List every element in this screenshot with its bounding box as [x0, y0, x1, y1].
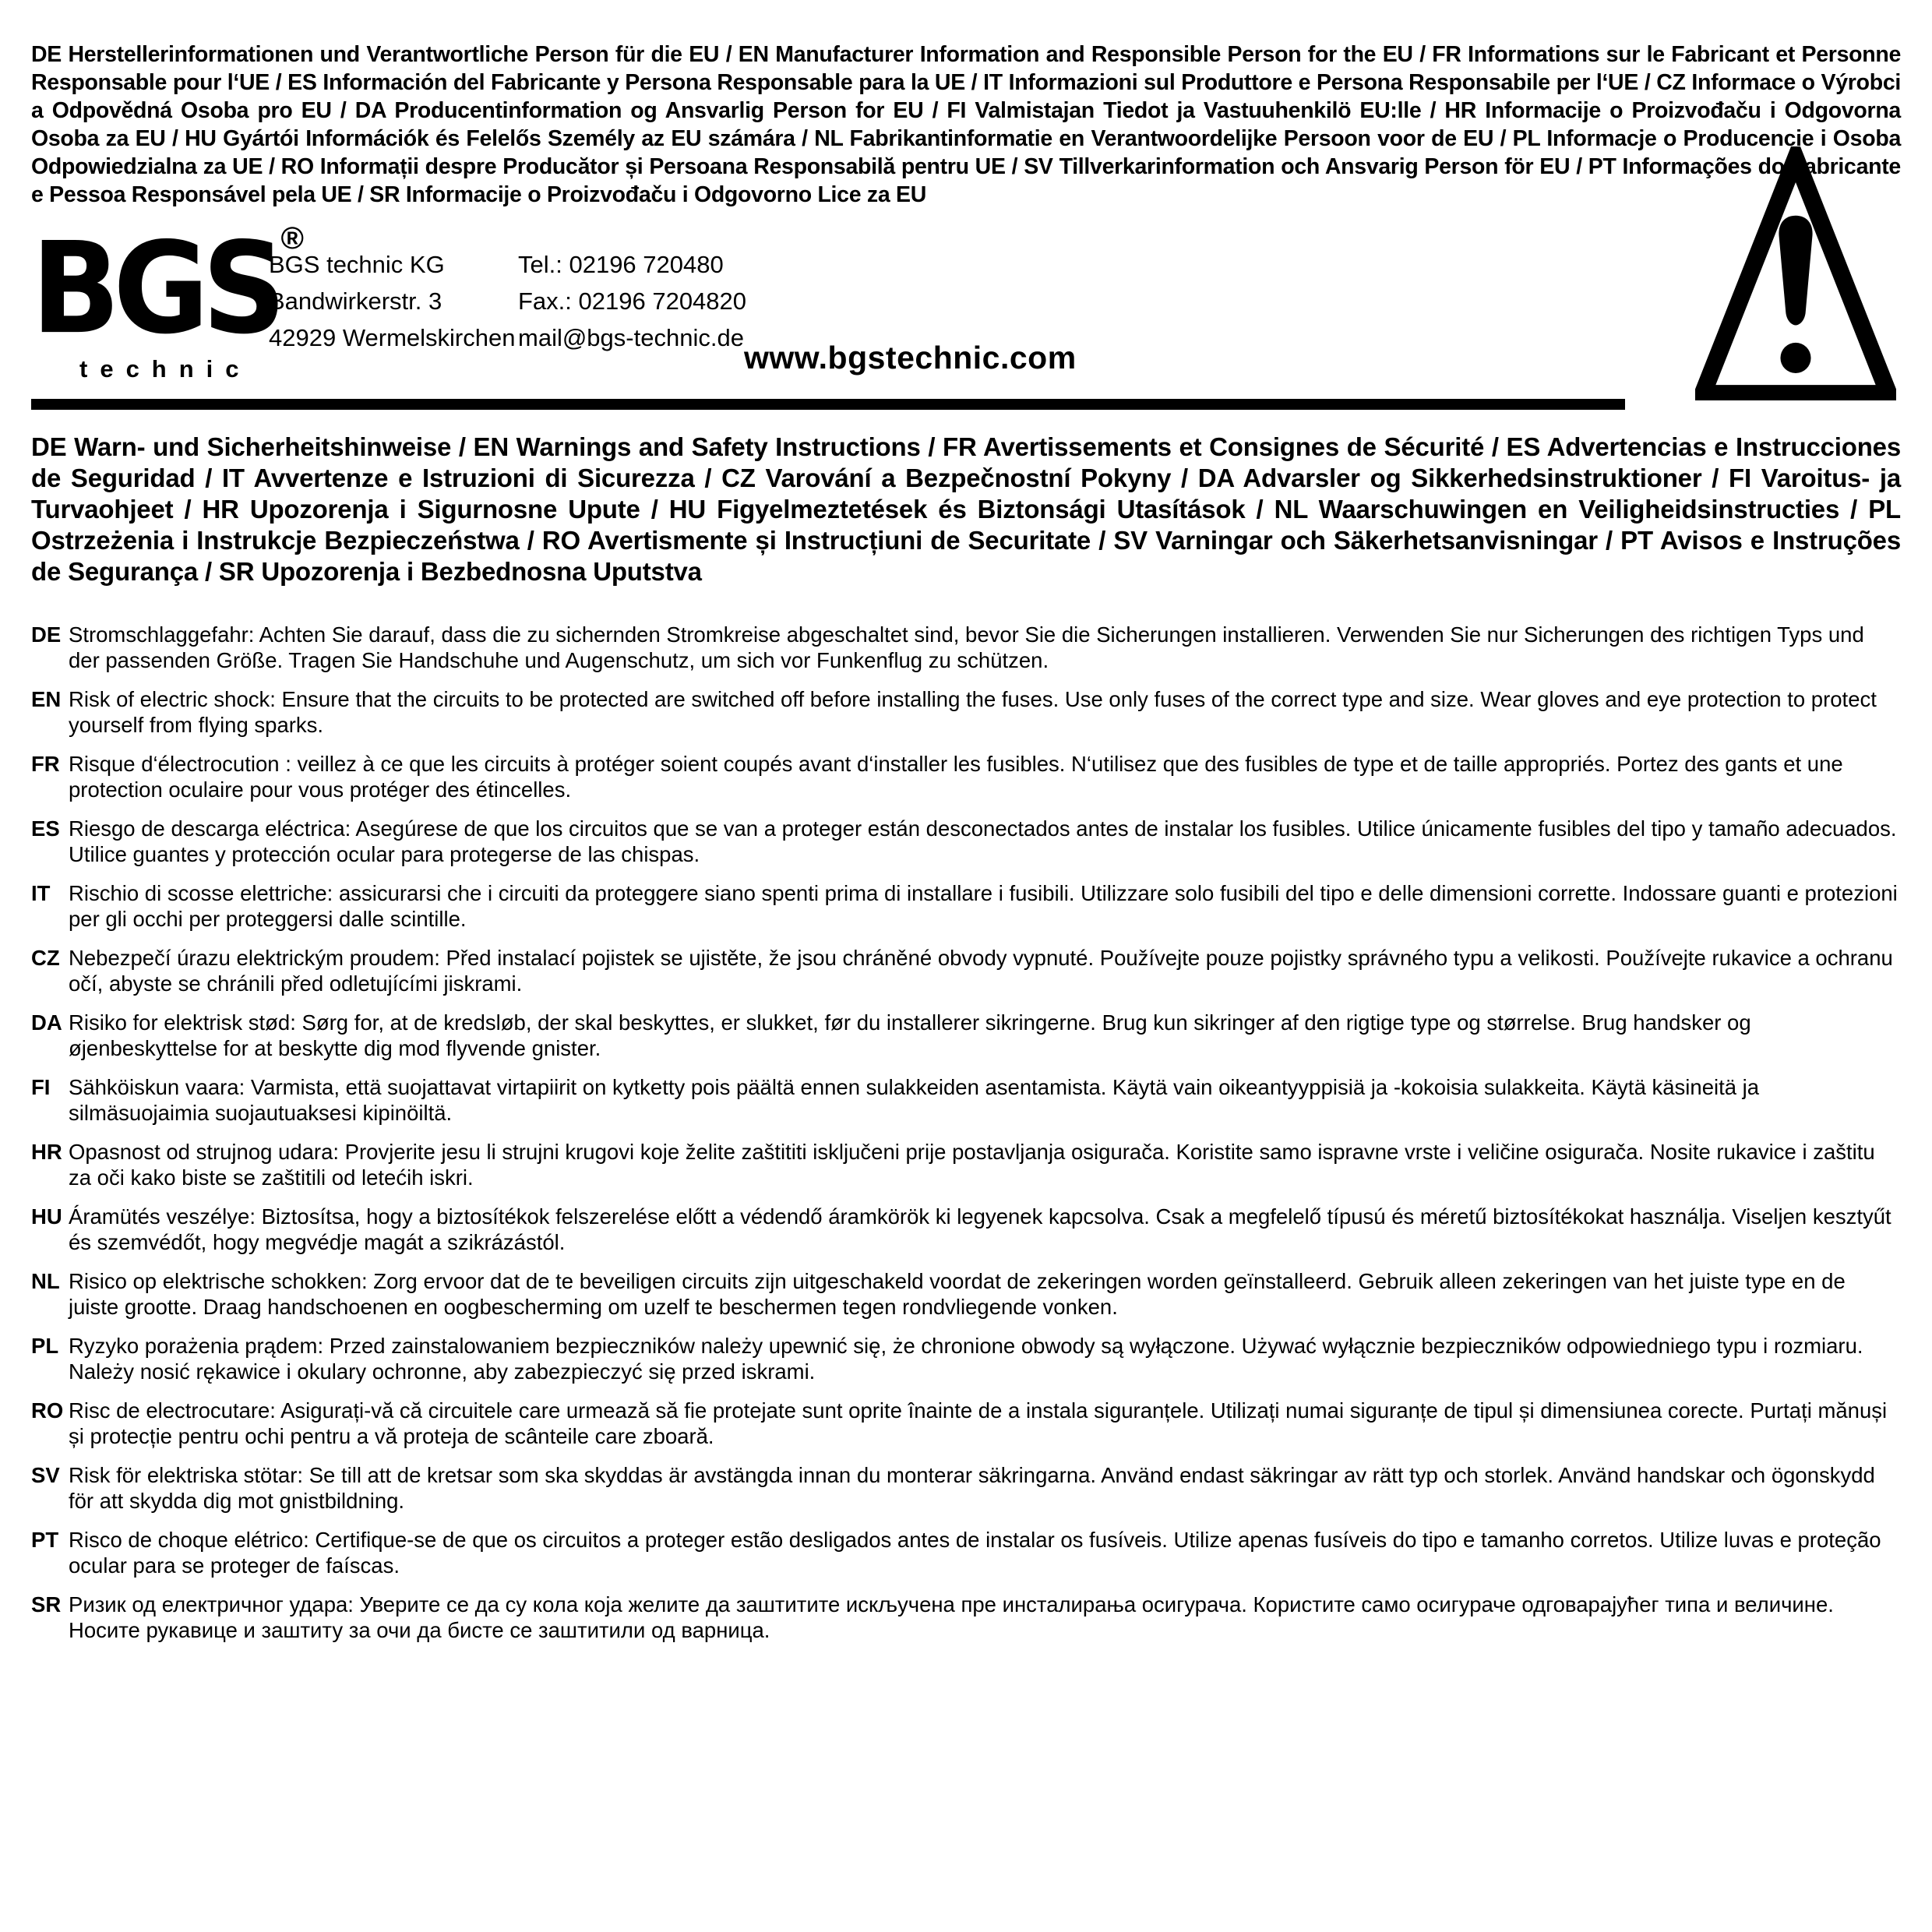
safety-row [31, 1204, 1901, 1255]
safety-row [31, 751, 1901, 802]
safety-instructions-list [31, 622, 1901, 1643]
safety-row [31, 1074, 1901, 1126]
safety-row-text: Áramütés veszélye: Biztosítsa, hogy a biztosítékok felszerelése előtt a védendő áramkörök ki legyenek kapcsolva. Csak a megfelelő típusú és méretű biztosítékokat használja. Viseljen kesztyűt és szemvédőt, hogy megvédje magát a szikrázástól. [69, 1204, 1891, 1254]
safety-row-text: Risk för elektriska stötar: Se till att de kretsar som ska skyddas är avstängda innan du monterar säkringarna. Använd endast säkringar av rätt typ och storlek. Använd handskar och ögonskydd för att skydda dig mot gnistbildning. [69, 1463, 1875, 1513]
safety-row-text: Stromschlaggefahr: Achten Sie darauf, dass die zu sichernden Stromkreise abgeschaltet sind, bevor Sie die Sicherungen installieren. Verwenden Sie nur Sicherungen des richtigen Typs und der passenden Größe. Tragen Sie Handschuhe und Augenschutz, um sich vor Funkenflug zu schützen. [69, 622, 1864, 672]
safety-row-language-code: EN [31, 687, 62, 711]
company-contact-block [518, 246, 746, 356]
safety-row-text: Opasnost od strujnog udara: Provjerite jesu li strujni krugovi koje želite zaštititi isključeni prije postavljanja osigurača. Koristite samo ispravne vrste i veličine osigurača. Nosite rukavice i zaštitu za oči kako biste se zaštitili od letećih iskri. [69, 1140, 1875, 1190]
registered-trademark-icon: ® [280, 221, 304, 256]
safety-row-language-code: PL [31, 1334, 59, 1358]
safety-row-language-code: FI [31, 1075, 51, 1099]
safety-row [31, 880, 1901, 932]
bgs-logo-subtext: technic [79, 355, 252, 383]
safety-row-text: Rischio di scosse elettriche: assicurarsi che i circuiti da proteggere siano spenti prima di installare i fusibili. Utilizzare solo fusibili del tipo e delle dimensioni corrette. Indossare guanti e protezioni per gli occhi per proteggersi dalle scintille. [69, 881, 1898, 931]
safety-row-text: Ризик од електричног удара: Уверите се да су кола која желите да заштитите искључена пре инсталирања осигурача. Користите само осигураче одговарајућег типа и величине. Носите рукавице и заштиту за очи да бисте се заштитили од варница. [69, 1592, 1834, 1642]
company-tel: Tel.: 02196 720480 [518, 251, 724, 278]
bgs-logo [31, 216, 304, 383]
safety-row-language-code: CZ [31, 946, 60, 970]
safety-row [31, 1139, 1901, 1190]
safety-row [31, 1462, 1901, 1514]
company-website: www.bgstechnic.com [744, 340, 1077, 375]
safety-row [31, 686, 1901, 738]
safety-row-language-code: DE [31, 622, 62, 647]
warnings-header: DE Warn- und Sicherheitshinweise / EN Warnings and Safety Instructions / FR Avertissements et Consignes de Sécurité / ES Advertencias e Instrucciones de Seguridad / IT Avvertenze e Istruzioni di Sicurezza / CZ Varování a Bezpečnostní Pokyny / DA Advarsler og Sikkerhedsinstruktioner / FI Varoitus- ja Turvaohjeet / HR Upozorenja i Sigurnosne Upute / HU Figyelmeztetések és Biztonsági Utasítások / NL Waarschuwingen en Veiligheidsinstructies / PL Ostrzeżenia i Instrukcje Bezpieczeństwa / RO Avertismente și Instrucțiuni de Securitate / SV Varningar och Säkerhetsanvisningar / PT Avisos e Instruções de Segurança / SR Upozorenja i Bezbednosna Uputstva [31, 432, 1901, 586]
safety-row-language-code: IT [31, 881, 51, 905]
safety-row [31, 1333, 1901, 1384]
safety-row [31, 1268, 1901, 1320]
safety-row-text: Risiko for elektrisk stød: Sørg for, at de kredsløb, der skal beskyttes, er slukket, før du installerer sikringerne. Brug kun sikringer af den rigtige type og størrelse. Brug handsker og øjenbeskyttelse for at beskytte dig mod flyvende gnister. [69, 1010, 1751, 1060]
safety-row [31, 1398, 1901, 1449]
safety-row [31, 622, 1901, 673]
section-divider [31, 399, 1625, 410]
safety-row-text: Ryzyko porażenia prądem: Przed zainstalowaniem bezpieczników należy upewnić się, że chronione obwody są wyłączone. Używać wyłącznie bezpieczników odpowiedniego typu i rozmiaru. Należy nosić rękawice i okulary ochronne, aby zabezpieczyć się przed iskrami. [69, 1334, 1863, 1384]
safety-row-text: Risico op elektrische schokken: Zorg ervoor dat de te beveiligen circuits zijn uitgeschakeld voordat de zekeringen worden geïnstalleerd. Gebruik alleen zekeringen van het juiste type en de juiste grootte. Draag handschoenen en oogbescherming om uzelf te beschermen tegen rondvliegende vonken. [69, 1269, 1846, 1319]
safety-row [31, 1592, 1901, 1643]
safety-row [31, 945, 1901, 996]
safety-row-language-code: HU [31, 1204, 62, 1229]
safety-row-text: Risc de electrocutare: Asigurați-vă că circuitele care urmează să fie protejate sunt oprite înainte de a instala siguranțele. Utilizați numai siguranțe de tipul și dimensiunea corecte. Purtați mănuși și protecție pentru ochi pentru a vă proteja de scânteile care zboară. [69, 1398, 1888, 1448]
company-email: mail@bgs-technic.de [518, 324, 744, 351]
safety-row-language-code: FR [31, 752, 60, 776]
safety-row-language-code: DA [31, 1010, 62, 1035]
safety-row-text: Nebezpečí úrazu elektrickým proudem: Před instalací pojistek se ujistěte, že jsou chráněné obvody vypnuté. Používejte pouze pojistky správného typu a velikosti. Používejte rukavice a ochranu očí, abyste se chránili před odletujícími jiskrami. [69, 946, 1893, 996]
safety-row [31, 816, 1901, 867]
safety-row-language-code: SR [31, 1592, 62, 1616]
bgs-logo-text: BGS [31, 216, 280, 362]
safety-row-language-code: RO [31, 1398, 64, 1423]
safety-row-language-code: PT [31, 1528, 59, 1552]
company-street: Bandwirkerstr. 3 [269, 287, 442, 315]
safety-row [31, 1010, 1901, 1061]
safety-row-text: Risco de choque elétrico: Certifique-se de que os circuitos a proteger estão desligados antes de instalar os fusíveis. Utilize apenas fusíveis do tipo e tamanho corretos. Utilize luvas e proteção ocular para se proteger de faíscas. [69, 1528, 1881, 1578]
company-address-block [269, 246, 515, 356]
bgs-logo-wordmark [31, 216, 304, 362]
company-name: BGS technic KG [269, 251, 445, 278]
safety-row-text: Sähköiskun vaara: Varmista, että suojattavat virtapiirit on kytketty pois päältä ennen sulakkeiden asentamista. Käytä vain oikeantyyppisiä ja -kokoisia sulakkeita. Käytä käsineitä ja silmäsuojaimia suojautuaksesi kipinöiltä. [69, 1075, 1760, 1125]
company-section [31, 216, 1901, 396]
safety-row-language-code: ES [31, 816, 60, 841]
safety-row-text: Riesgo de descarga eléctrica: Asegúrese de que los circuitos que se van a proteger están desconectados antes de instalar los fusibles. Utilice únicamente fusibles del tipo y tamaño adecuados. Utilice guantes y protección ocular para protegerse de las chispas. [69, 816, 1897, 866]
company-fax: Fax.: 02196 7204820 [518, 287, 747, 315]
safety-row-language-code: SV [31, 1463, 60, 1487]
safety-row-text: Risque d‘électrocution : veillez à ce que les circuits à protéger soient coupés avant d‘installer les fusibles. N‘utilisez que des fusibles de type et de taille appropriés. Portez des gants et une protection oculaire pour vous protéger des étincelles. [69, 752, 1843, 802]
safety-row [31, 1527, 1901, 1578]
safety-row-text: Risk of electric shock: Ensure that the circuits to be protected are switched off before installing the fuses. Use only fuses of the correct type and size. Wear gloves and eye protection to protect yourself from flying sparks. [69, 687, 1877, 737]
safety-row-language-code: HR [31, 1140, 62, 1164]
warning-triangle-icon [1695, 146, 1896, 400]
safety-row-language-code: NL [31, 1269, 60, 1293]
manufacturer-header: DE Herstellerinformationen und Verantwortliche Person für die EU / EN Manufacturer Information and Responsible Person for the EU / FR Informations sur le Fabricant et Personne Responsable pour l‘UE / ES Información del Fabricante y Persona Responsable para la UE / IT Informazioni sul Produttore e Persona Responsabile per l‘UE / CZ Informace o Výrobci a Odpovědná Osoba pro EU / DA Producentinformation og Ansvarlig Person for EU / FI Valmistajan Tiedot ja Vastuuhenkilö EU:lle / HR Informacije o Proizvođaču i Odgovorna Osoba za EU / HU Gyártói Információk és Felelős Személy az EU számára / NL Fabrikantinformatie en Verantwoordelijke Persoon voor de EU / PL Informacje o Producencie i Osoba Odpowiedzialna za UE / RO Informații despre Producător și Persoana Responsabilă pentru UE / SV Tillverkarinformation och Ansvarig Person för EU / PT Informações do Fabricante e Pessoa Responsável pela UE / SR Informacije o Proizvođaču i Odgovorno Lice za EU [31, 42, 1901, 207]
company-city: 42929 Wermelskirchen [269, 324, 516, 351]
